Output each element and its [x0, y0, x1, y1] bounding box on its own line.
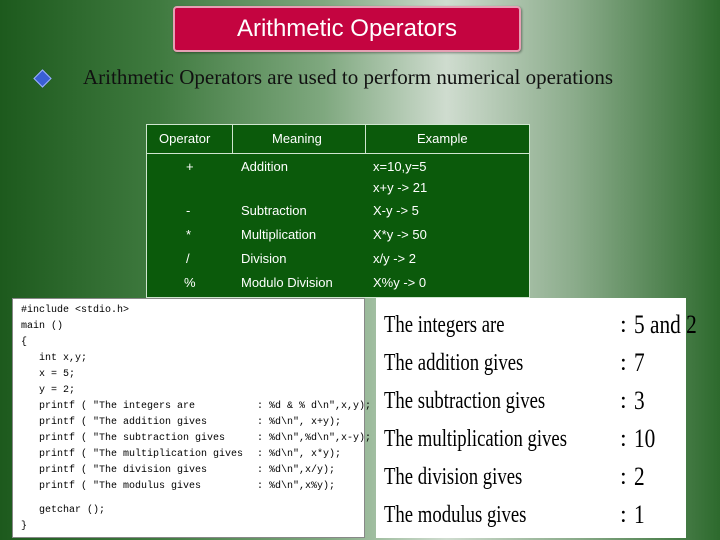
row-meaning: Subtraction [241, 203, 307, 218]
output-value: 5 and 2 [634, 310, 697, 339]
output-value: 1 [634, 500, 645, 529]
code-continuation: : %d\n", x+y); [257, 417, 342, 428]
row-operator: - [186, 203, 191, 218]
output-colon: : [620, 426, 627, 452]
row-operator: * [186, 227, 192, 242]
row-operator: % [184, 275, 196, 290]
row-example: x=10,y=5 [373, 159, 427, 174]
slide-title: Arithmetic Operators [173, 6, 521, 52]
code-continuation: : %d\n",x%y); [257, 481, 336, 492]
code-line: y = 2; [21, 385, 76, 396]
operators-table [146, 124, 530, 298]
output-value: 2 [634, 462, 645, 491]
program-output [376, 298, 697, 538]
code-line: printf ( "The division gives [21, 465, 208, 476]
output-colon: : [620, 312, 627, 338]
row-example: X%y -> 0 [373, 275, 427, 290]
row-example: x+y -> 21 [373, 180, 428, 195]
row-meaning: Addition [241, 159, 288, 174]
row-operator: + [186, 159, 194, 174]
bullet-paragraph [32, 64, 672, 91]
output-colon: : [620, 350, 627, 376]
output-label: The modulus gives [384, 502, 527, 528]
output-value: 10 [634, 424, 656, 453]
code-continuation: : %d\n", x*y); [257, 449, 342, 460]
code-line: int x,y; [21, 353, 88, 364]
code-continuation: : %d & % d\n",x,y); [257, 401, 372, 412]
row-example: x/y -> 2 [373, 251, 416, 266]
output-label: The addition gives [384, 350, 524, 376]
code-line: main () [21, 321, 64, 332]
output-value: 3 [634, 386, 645, 415]
output-colon: : [620, 502, 627, 528]
output-value: 7 [634, 348, 645, 377]
header-meaning: Meaning [272, 131, 322, 146]
code-line: printf ( "The integers are [21, 401, 196, 412]
code-line: #include <stdio.h> [21, 305, 130, 316]
code-line: printf ( "The addition gives [21, 417, 208, 428]
output-colon: : [620, 464, 627, 490]
header-example: Example [417, 131, 468, 146]
header-divider [365, 125, 366, 153]
code-listing [12, 298, 372, 538]
row-example: X-y -> 5 [373, 203, 419, 218]
row-meaning: Multiplication [241, 227, 317, 242]
code-line: { [21, 337, 28, 348]
output-label: The multiplication gives [384, 426, 568, 452]
diamond-bullet-icon [33, 69, 51, 87]
row-meaning: Modulo Division [241, 275, 333, 290]
code-line: getchar (); [21, 505, 106, 516]
output-label: The integers are [384, 312, 505, 338]
bullet-text: Arithmetic Operators are used to perform numerical operations [83, 65, 614, 89]
row-example: X*y -> 50 [373, 227, 427, 242]
output-label: The division gives [384, 464, 523, 490]
code-line: } [21, 521, 28, 532]
output-label: The subtraction gives [384, 388, 546, 414]
header-operator: Operator [159, 131, 211, 146]
row-operator: / [186, 251, 190, 266]
code-line: printf ( "The multiplication gives [21, 449, 244, 460]
code-line: x = 5; [21, 369, 76, 380]
row-meaning: Division [241, 251, 287, 266]
code-line: printf ( "The subtraction gives [21, 433, 226, 444]
code-continuation: : %d\n",%d\n",x-y); [257, 433, 372, 444]
header-divider [232, 125, 233, 153]
output-colon: : [620, 388, 627, 414]
code-line: printf ( "The modulus gives [21, 481, 202, 492]
code-continuation: : %d\n",x/y); [257, 465, 336, 476]
